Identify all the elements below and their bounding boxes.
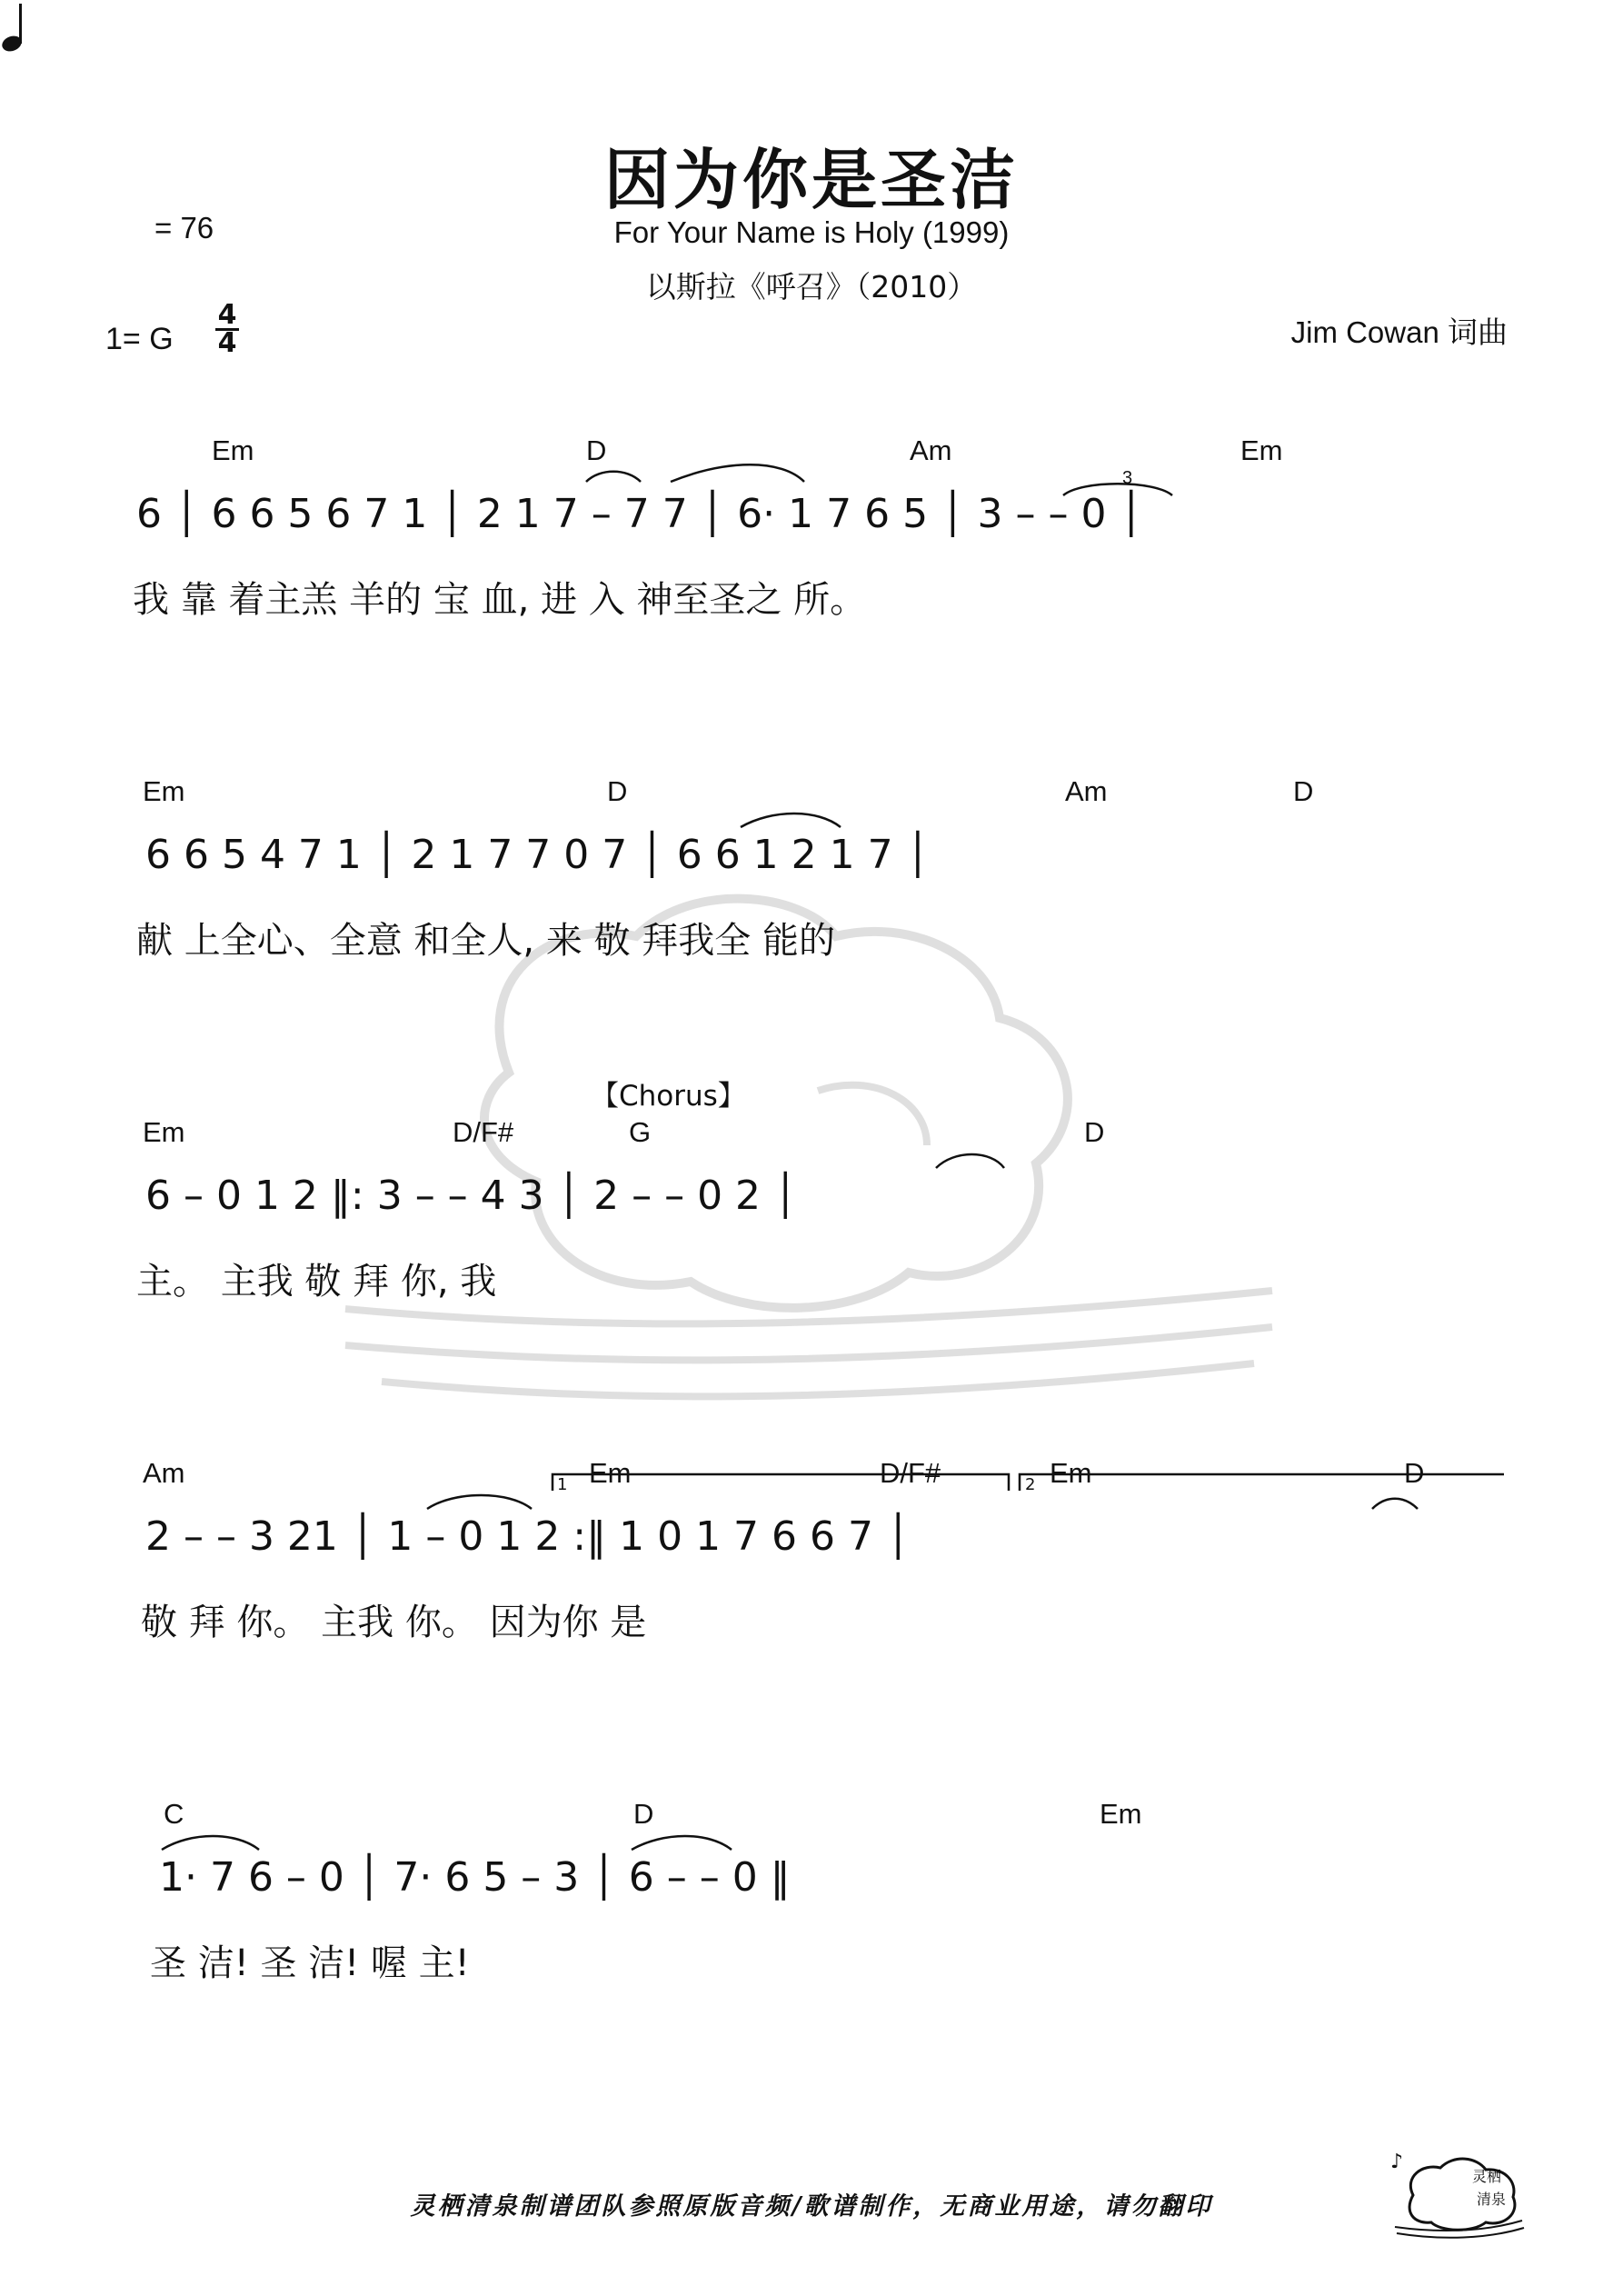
chord-label: G — [629, 1116, 652, 1148]
copyright-footer: 灵栖清泉制谱团队参照原版音频/歌谱制作，无商业用途，请勿翻印 — [410, 2192, 1213, 2221]
chord-label: D — [1293, 775, 1314, 807]
composer-credit: Jim Cowan 词曲 — [1290, 315, 1508, 349]
key-signature: 1= G — [105, 322, 174, 356]
tempo-mark: = 76 — [154, 211, 214, 245]
lyric-line: 敬 拜 你。 主我 你。 因为你 是 — [141, 1602, 647, 1643]
chord-label: Am — [1065, 775, 1108, 807]
lyric-line: 献 上全心、全意 和全人, 来 敬 拜我全 能的 — [136, 920, 836, 962]
chorus-label: 【Chorus】 — [591, 1080, 746, 1113]
chord-label: D — [1404, 1457, 1425, 1489]
chord-label: D — [1084, 1116, 1105, 1148]
notation-line: 6 │ 6 6 5 6 7 1 │ 2 1 7 – 7 7 │ 6· 1 7 6 5 │ 3 – – 0 │ — [136, 491, 1143, 537]
volta-1-label: 1 — [557, 1475, 568, 1494]
sheep-logo-icon — [1386, 2141, 1531, 2241]
chord-label: D — [586, 434, 607, 466]
song-title: 因为你是圣洁 — [603, 142, 1019, 218]
logo-text: 灵栖 — [1472, 2168, 1502, 2185]
album-info: 以斯拉《呼召》（2010） — [645, 269, 978, 304]
chord-label: Em — [589, 1457, 632, 1489]
notation-line: 2 – – 3 21 │ 1 – 0 1 2 :‖ 1 0 1 7 6 6 7 │ — [145, 1513, 911, 1560]
lyric-line: 主。 主我 敬 拜 你, 我 — [136, 1261, 497, 1303]
song-subtitle: For Your Name is Holy (1999) — [613, 215, 1010, 249]
chord-label: Am — [910, 434, 952, 466]
time-sig-bottom: 4 — [217, 327, 237, 359]
chord-label: Em — [1240, 434, 1283, 466]
svg-text:清泉: 清泉 — [1477, 2191, 1507, 2208]
chord-label: D — [607, 775, 628, 807]
lyric-line: 圣 洁! 圣 洁! 喔 主! — [150, 1942, 470, 1984]
chord-label: C — [164, 1798, 184, 1830]
chord-label: Am — [143, 1457, 185, 1489]
chord-label: Em — [143, 775, 185, 807]
chord-label: Em — [1100, 1798, 1142, 1830]
lyric-line: 我 靠 着主羔 羊的 宝 血, 进 入 神至圣之 所。 — [133, 579, 867, 621]
volta-2-label: 2 — [1025, 1475, 1036, 1494]
notation-line: 1· 7 6 – 0 │ 7· 6 5 – 3 │ 6 – – 0 ‖ — [159, 1854, 791, 1901]
svg-text:♪: ♪ — [1390, 2151, 1404, 2173]
chord-label: Em — [1050, 1457, 1092, 1489]
time-sig-top: 4 — [217, 299, 237, 331]
chord-label: Em — [212, 434, 254, 466]
chord-label: D/F# — [453, 1116, 514, 1148]
chord-label: D/F# — [880, 1457, 941, 1489]
svg-text:3: 3 — [1122, 468, 1133, 488]
chord-label: Em — [143, 1116, 185, 1148]
notation-line: 6 6 5 4 7 1 │ 2 1 7 7 0 7 │ 6 6 1 2 1 7 │ — [145, 832, 931, 878]
chord-label: D — [633, 1798, 654, 1830]
notation-line: 6 – 0 1 2 ‖: 3 – – 4 3 │ 2 – – 0 2 │ — [145, 1173, 798, 1219]
